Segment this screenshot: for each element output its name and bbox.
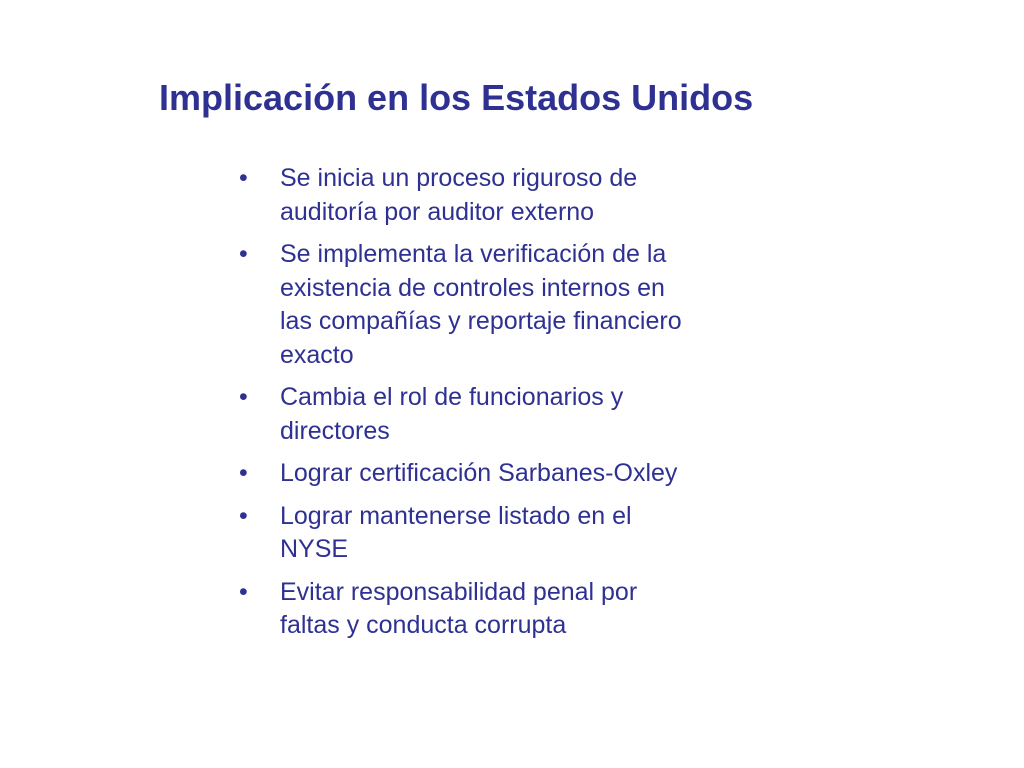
bullet-line: auditoría por auditor externo bbox=[280, 197, 595, 226]
bullet-icon: • bbox=[239, 459, 248, 487]
bullet-line: directores bbox=[280, 416, 390, 445]
bullet-item bbox=[236, 576, 756, 643]
bullet-icon: • bbox=[239, 501, 248, 530]
bullet-line: exacto bbox=[280, 340, 354, 369]
slide-title: Implicación en los Estados Unidos bbox=[159, 77, 754, 118]
bullet-icon: • bbox=[239, 164, 248, 192]
bullet-line: existencia de controles internos en bbox=[280, 273, 665, 302]
bullet-line: Evitar responsabilidad penal por bbox=[280, 577, 638, 606]
bullet-icon: • bbox=[239, 577, 248, 606]
bullet-item bbox=[236, 457, 756, 491]
bullet-item bbox=[236, 162, 756, 229]
bullet-line: Lograr certificación Sarbanes-Oxley bbox=[280, 459, 678, 487]
bullet-icon: • bbox=[239, 383, 248, 411]
bullet-item bbox=[236, 381, 756, 448]
bullet-line: Lograr mantenerse listado en el bbox=[280, 501, 632, 530]
bullet-line: faltas y conducta corrupta bbox=[280, 611, 567, 639]
bullet-item bbox=[236, 238, 756, 372]
bullet-line: NYSE bbox=[280, 535, 349, 563]
bullet-line: Se implementa la verificación de la bbox=[280, 240, 667, 268]
bullet-list bbox=[236, 162, 756, 652]
bullet-line: Se inicia un proceso riguroso de bbox=[280, 164, 638, 192]
bullet-icon: • bbox=[239, 240, 248, 268]
bullet-line: las compañías y reportaje financiero bbox=[280, 307, 682, 335]
bullet-line: Cambia el rol de funcionarios y bbox=[280, 383, 624, 411]
bullet-item bbox=[236, 500, 756, 567]
